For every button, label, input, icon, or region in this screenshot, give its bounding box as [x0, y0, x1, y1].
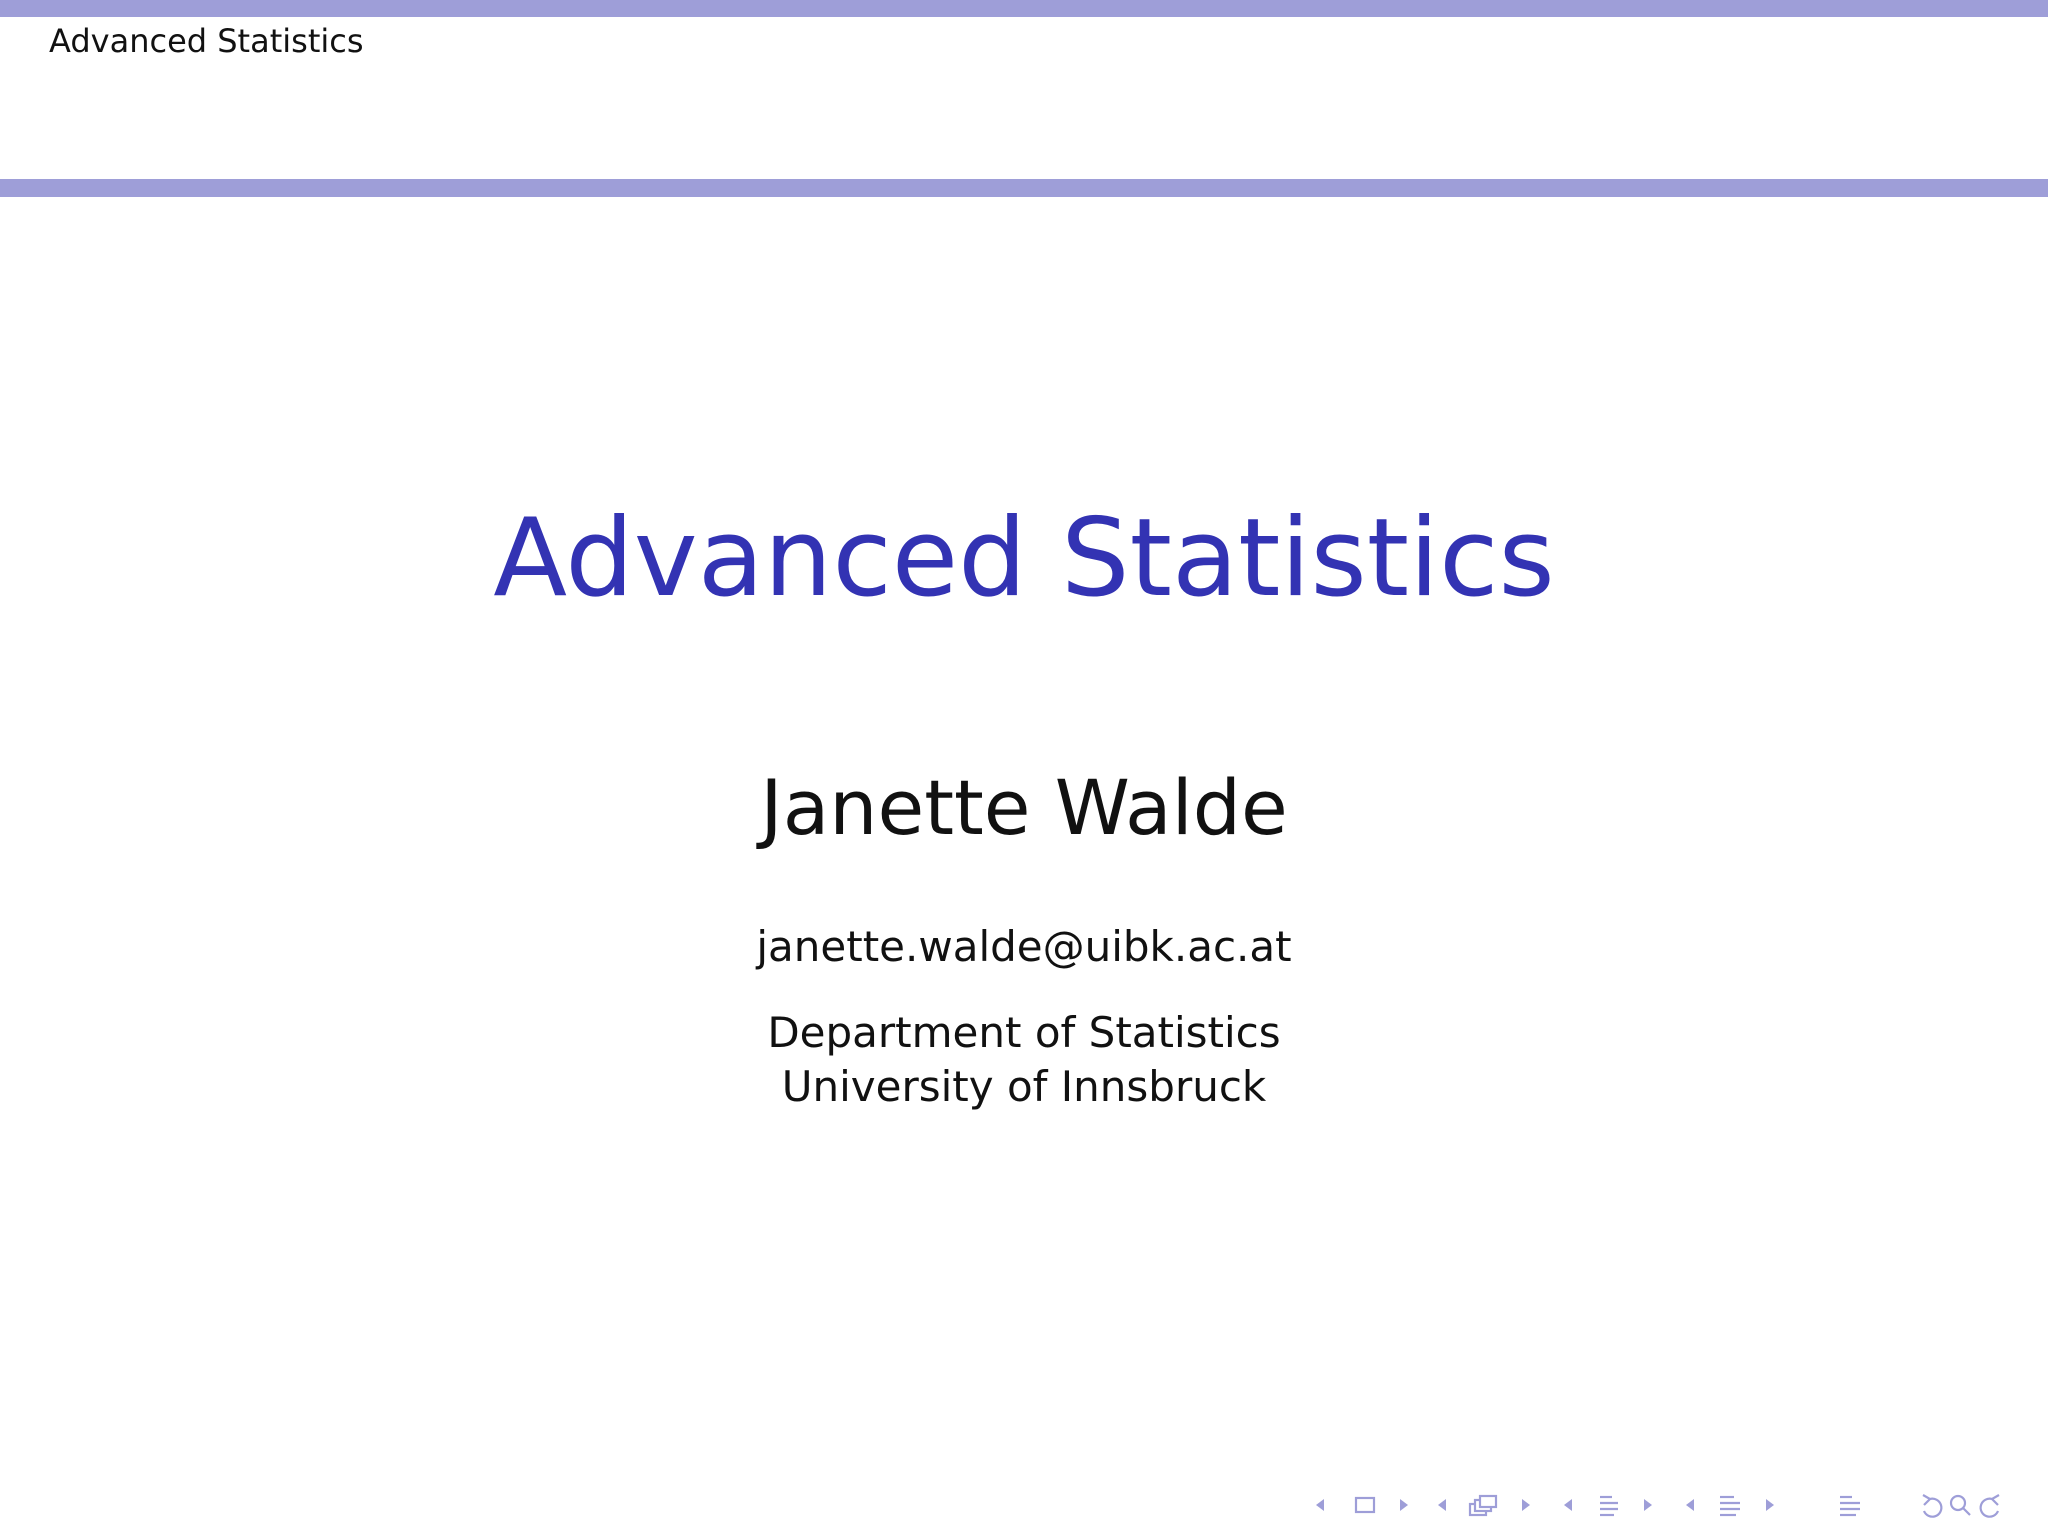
prev-section-arrow-icon[interactable]	[1564, 1499, 1572, 1511]
header-rule	[0, 179, 2048, 197]
subsection-icon[interactable]	[1470, 1496, 1496, 1515]
next-document-arrow-icon[interactable]	[1766, 1499, 1774, 1511]
institute-university: University of Innsbruck	[781, 1062, 1267, 1111]
slide-title: Advanced Statistics	[493, 496, 1555, 621]
author-email: janette.walde@uibk.ac.at	[756, 922, 1292, 971]
frame-icon[interactable]	[1356, 1498, 1374, 1512]
institute	[0, 1006, 2048, 1114]
section-icon[interactable]	[1600, 1497, 1618, 1515]
search-icon[interactable]	[1951, 1496, 1970, 1515]
back-icon[interactable]	[1923, 1495, 1941, 1517]
prev-subsection-arrow-icon[interactable]	[1438, 1499, 1446, 1511]
next-subsection-arrow-icon[interactable]	[1522, 1499, 1530, 1511]
prev-frame-arrow-icon[interactable]	[1316, 1499, 1324, 1511]
next-frame-arrow-icon[interactable]	[1400, 1499, 1408, 1511]
document-icon[interactable]	[1720, 1497, 1740, 1515]
next-section-arrow-icon[interactable]	[1644, 1499, 1652, 1511]
beamer-navigation-bar	[1310, 1490, 2030, 1520]
toc-icon[interactable]	[1840, 1497, 1860, 1515]
header-top-bar	[0, 0, 2048, 17]
prev-document-arrow-icon[interactable]	[1686, 1499, 1694, 1511]
institute-department: Department of Statistics	[767, 1008, 1281, 1057]
forward-icon[interactable]	[1981, 1495, 1999, 1517]
header-short-title: Advanced Statistics	[49, 22, 364, 60]
author-name: Janette Walde	[760, 763, 1288, 852]
